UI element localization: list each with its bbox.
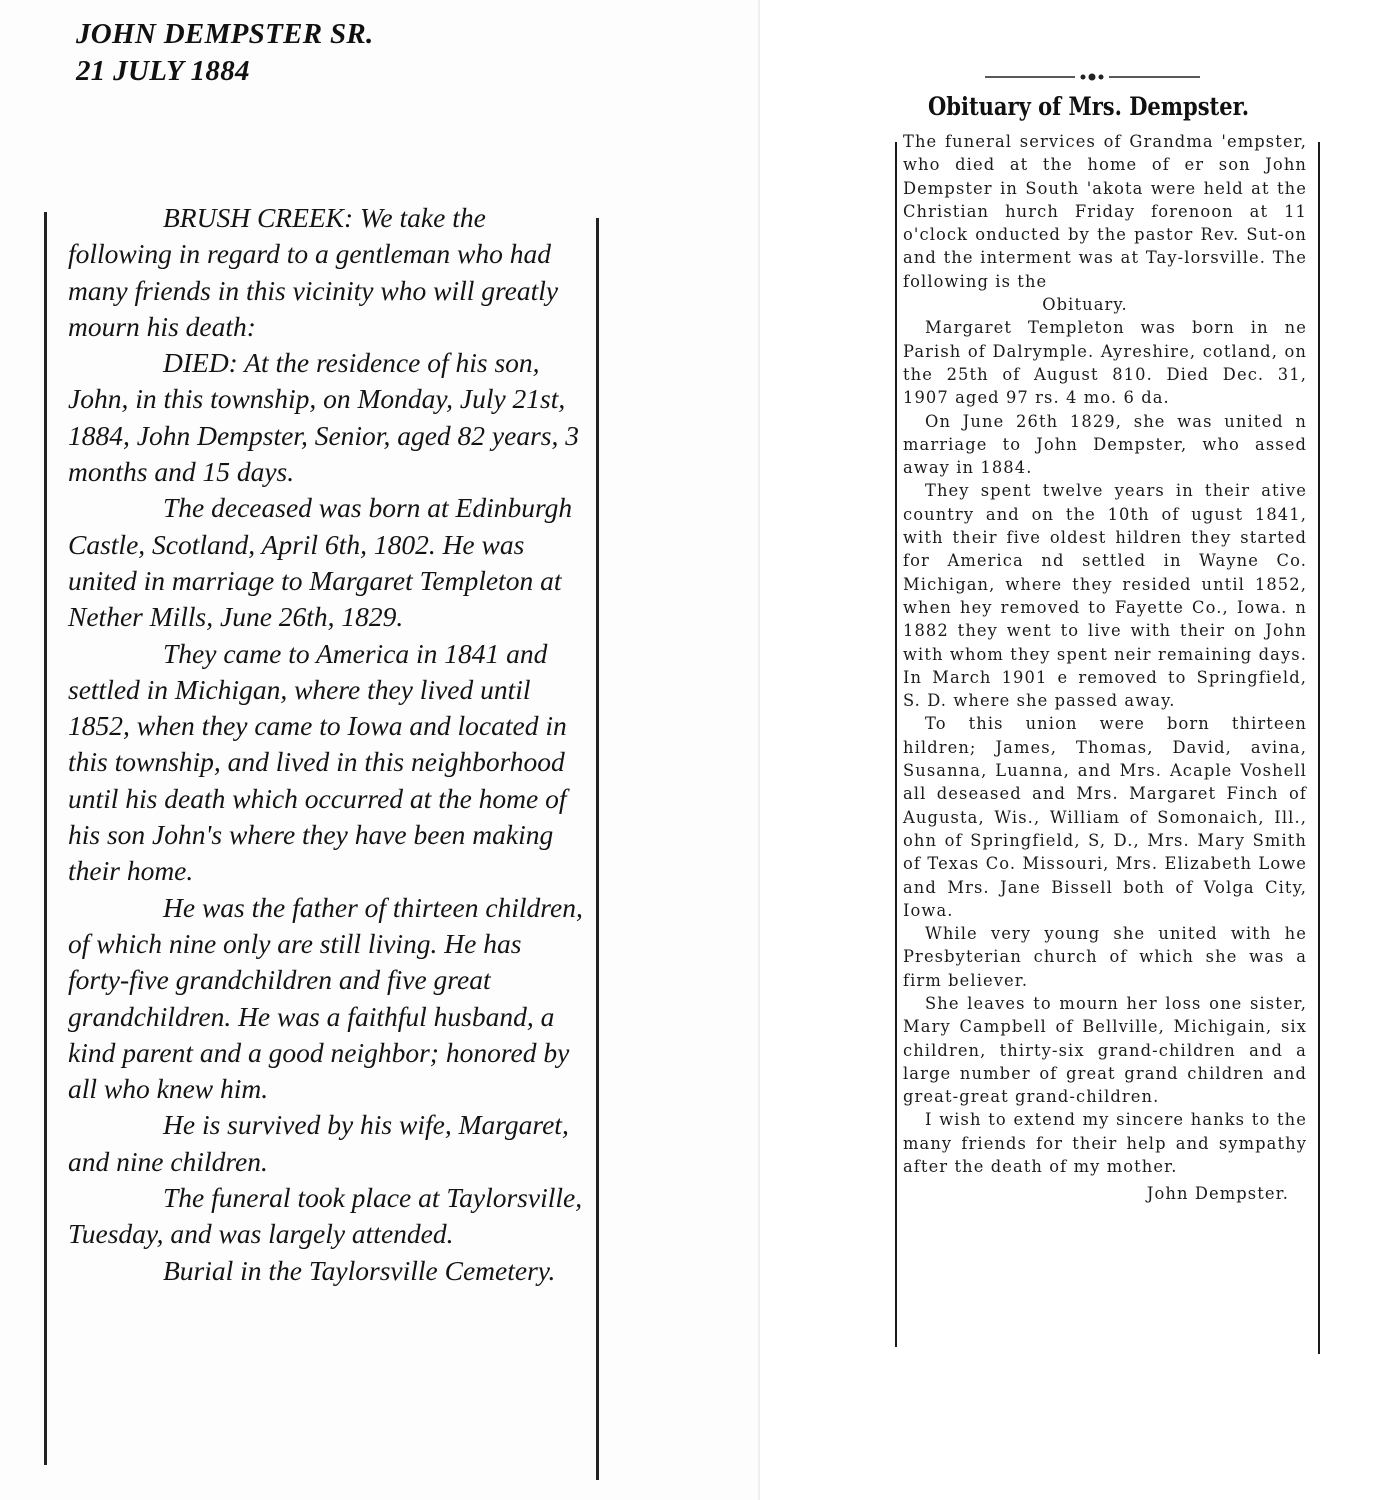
newspaper-heading: Obituary of Mrs. Dempster. bbox=[928, 92, 1250, 121]
newspaper-column-right-rule bbox=[1318, 142, 1320, 1354]
newspaper-intro: The funeral services of Grandma 'empster, who died at the home of er son John Dempster in South 'akota were held at the Christian hurch Friday forenoon at 11 o'clock onducted by the pastor Rev. Sut-on and the interment was at Tay-lorsville. The following is the bbox=[903, 132, 1307, 291]
page-seam bbox=[758, 0, 760, 1500]
newspaper-paragraph: While very young she united with he Presbyterian church of which she was a firm believer. bbox=[903, 924, 1307, 990]
clipping-right-border bbox=[596, 218, 599, 1480]
newspaper-paragraph: They spent twelve years in their ative country and on the 10th of ugust 1841, with their five oldest hildren they started for America nd settled in Wayne Co. Michigan, where they resided until 1852, when hey removed to Fayette Co., Iowa. n 1882 they went to live with their on John with whom they spent neir remaining days. In March 1901 e removed to Springfield, S. D. where she passed away. bbox=[903, 481, 1307, 711]
newspaper-paragraph: To this union were born thirteen hildren; James, Thomas, David, avina, Susanna, Luanna, and Mrs. Acaple Voshell all deseased and Mrs. Margaret Finch of Augusta, Wis., William of Somonaich, Ill., ohn of Springfield, S, D., Mrs. Mary Smith of Texas Co. Missouri, Mrs. Elizabeth Lowe and Mrs. Jane Bissell both of Volga City, Iowa. bbox=[903, 714, 1307, 920]
newspaper-column-left-rule bbox=[895, 142, 897, 1347]
newspaper-subheading: Obituary. bbox=[1042, 295, 1128, 315]
clipping-paragraph: Burial in the Taylorsville Cemetery. bbox=[163, 1254, 556, 1286]
clipping-paragraph: He was the father of thirteen children, of which nine only are still living. He has forty-five grandchildren and five great grandchildren. He was a faithful husband, a kind parent and a good neighbor; honored by all who knew him. bbox=[68, 891, 583, 1105]
clipping-paragraph: BRUSH CREEK: We take the following in regard to a gentleman who had many friends in this vicinity who will greatly mourn his death: bbox=[68, 202, 559, 342]
newspaper-paragraph: She leaves to mourn her loss one sister, Mary Campbell of Bellville, Michigain, six children, thirty-six grand-children and a large number of great grand children and great-great grand-children. bbox=[903, 993, 1307, 1107]
clipping-paragraph: DIED: At the residence of his son, John, in this township, on Monday, July 21st, 1884, John Dempster, Senior, aged 82 years, 3 months and 15 days. bbox=[68, 347, 579, 488]
clipping-left-border bbox=[44, 212, 47, 1465]
newspaper-paragraph: I wish to extend my sincere hanks to the many friends for their help and sympathy after the death of my mother. bbox=[903, 1110, 1307, 1177]
clipping-body bbox=[68, 200, 586, 1289]
ornament-divider-icon bbox=[985, 70, 1200, 84]
clipping-header-name: JOHN DEMPSTER SR. bbox=[76, 18, 374, 50]
clipping-paragraph: They came to America in 1841 and settled in Michigan, where they lived until 1852, when they came to Iowa and located in this township, and lived in this neighborhood until his death which occurred at the home of his son John's where they have been making their home. bbox=[68, 637, 567, 887]
newspaper-paragraph: Margaret Templeton was born in ne Parish of Dalrymple. Ayreshire, cotland, on the 25th of August 810. Died Dec. 31, 1907 aged 97 rs. 4 mo. 6 da. bbox=[903, 318, 1307, 408]
newspaper-body bbox=[903, 130, 1307, 1206]
newspaper-paragraph: On June 26th 1829, she was united n marriage to John Dempster, who assed away in 1884. bbox=[903, 411, 1307, 478]
clipping-header-date: 21 JULY 1884 bbox=[76, 55, 250, 87]
clipping-paragraph: The funeral took place at Taylorsville, Tuesday, and was largely attended. bbox=[68, 1182, 583, 1250]
clipping-paragraph: He is survived by his wife, Margaret, and nine children. bbox=[68, 1109, 569, 1177]
clipping-paragraph: The deceased was born at Edinburgh Castle, Scotland, April 6th, 1802. He was united in marriage to Margaret Templeton at Nether Mills, June 26th, 1829. bbox=[68, 492, 573, 633]
newspaper-signature: John Dempster. bbox=[1146, 1184, 1289, 1204]
